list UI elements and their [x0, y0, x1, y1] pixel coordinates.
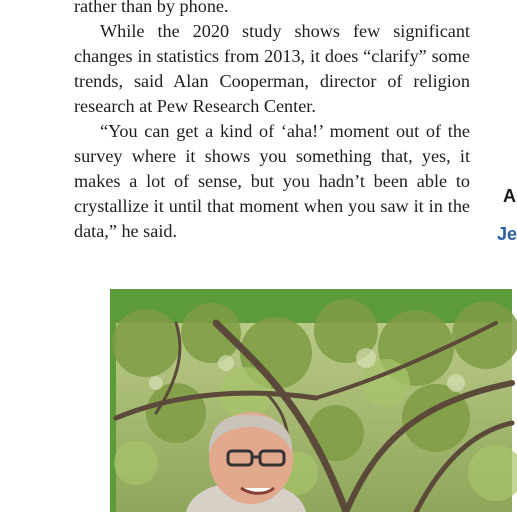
photo-illustration: [116, 323, 512, 512]
paragraph-2: While the 2020 study shows few significant changes in statistics from 2013, it does “clarify” some trends, said Alan Cooperman, director of religion research at Pew Research Center.: [74, 21, 470, 116]
paragraph-3: “You can get a kind of ‘aha!’ moment out of the survey where it shows you something that, yes, it makes a lot of sense, but you hadn’t been able to crystallize it until that moment when you saw it in the data,” he said.: [74, 121, 470, 241]
sidebar-byline-fragment: Je: [497, 224, 517, 244]
photo-frame: [110, 289, 512, 512]
photo-man-under-trees: [116, 323, 512, 512]
sidebar-heading-fragment: A: [503, 186, 516, 206]
paragraph-1: rather than by phone.: [74, 0, 229, 16]
article-body: [74, 0, 470, 244]
